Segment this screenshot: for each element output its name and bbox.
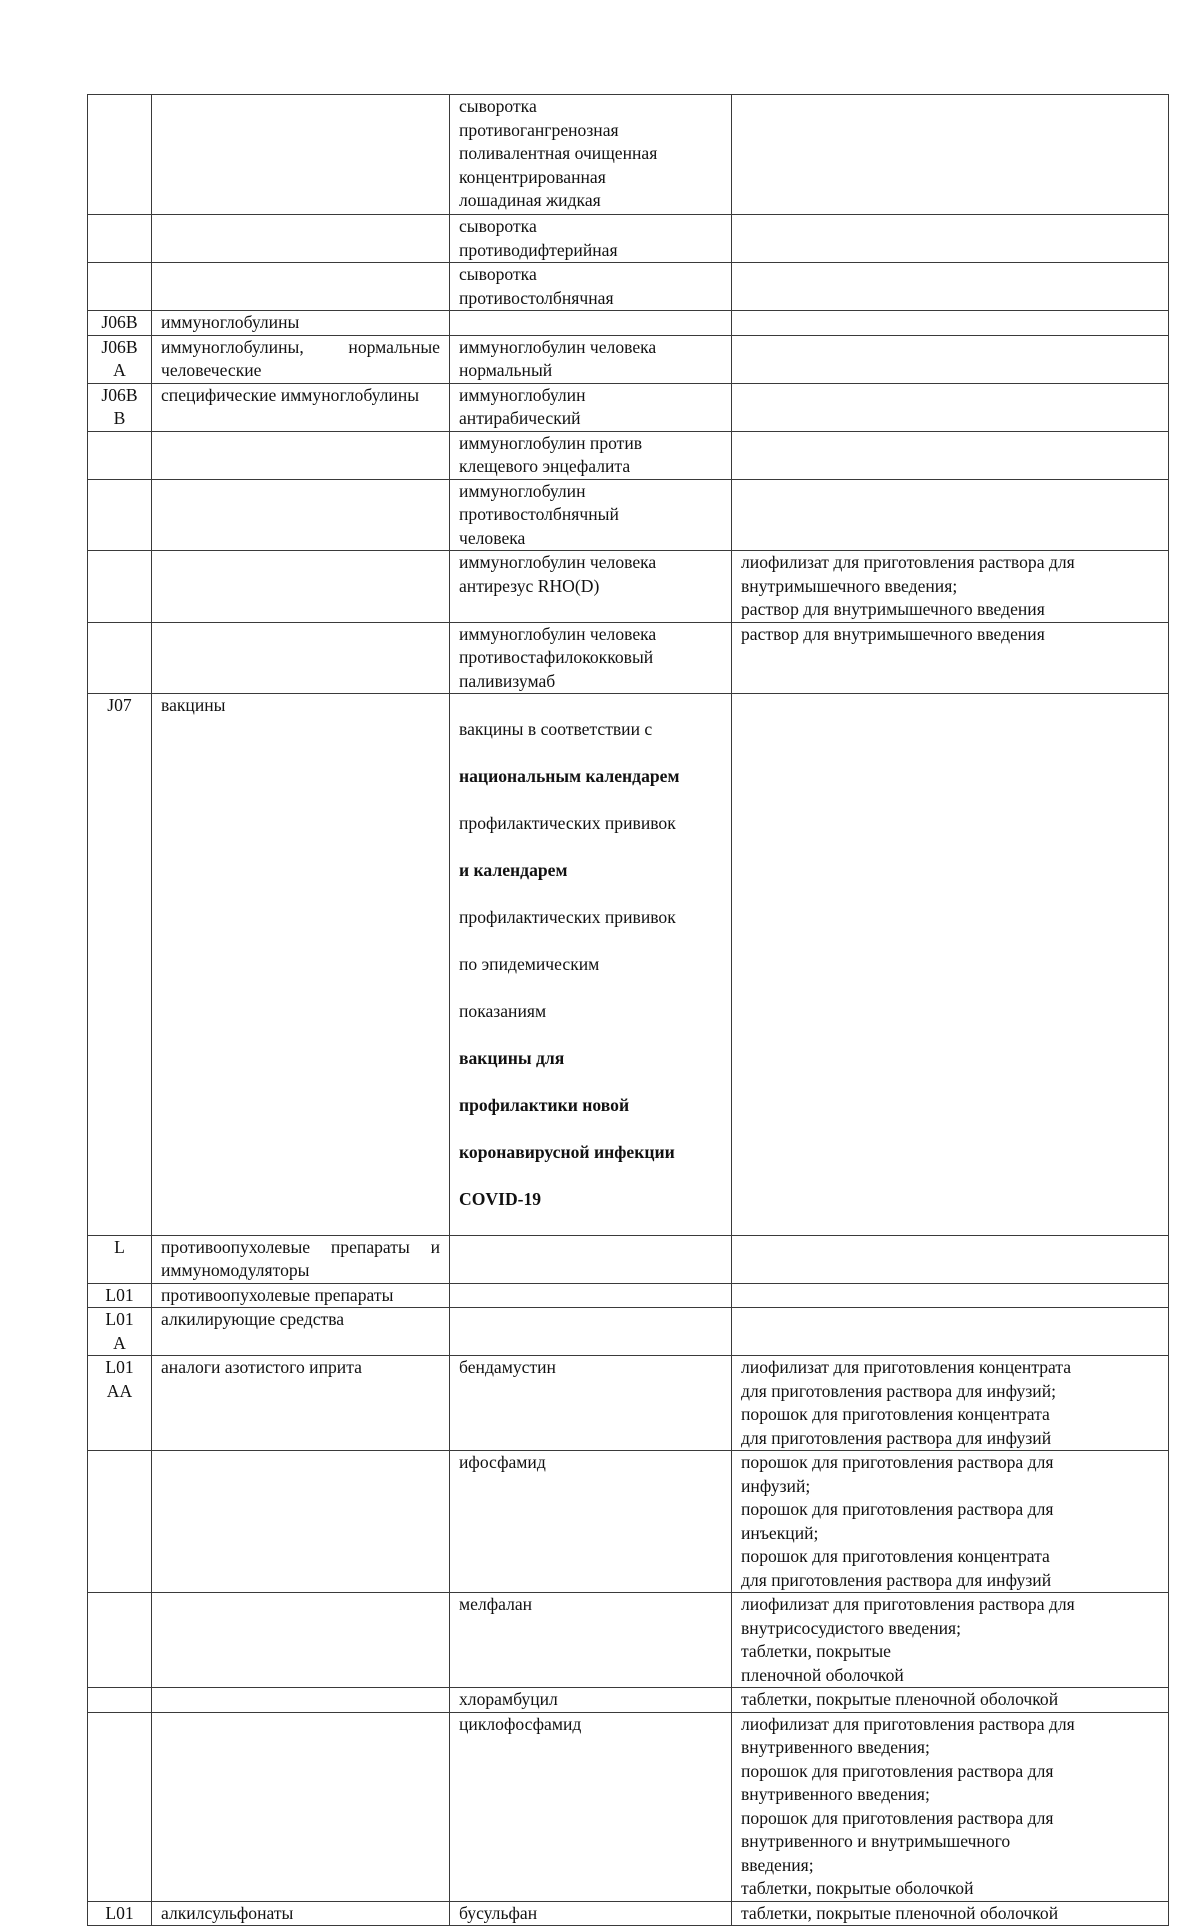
drug-name-cell: ифосфамид [450, 1451, 732, 1593]
drug-text-line: вакцины в соответствии с [459, 718, 653, 739]
drug-name-cell: сыворотка противодифтерийная [450, 215, 732, 263]
atc-group-cell [152, 622, 450, 694]
drug-text-line: по эпидемическим [459, 953, 600, 974]
atc-code-cell [88, 95, 152, 215]
table-row [88, 1308, 1169, 1356]
drug-name-cell: бендамустин [450, 1356, 732, 1451]
drug-text-line: профилактических прививок [459, 812, 676, 833]
table-row [88, 694, 1169, 1236]
dosage-form-cell: лиофилизат для приготовления раствора для внутривенного введения; порошок для приготовления раствора для внутривенного введения; порошок для приготовления раствора для внутривенного и внутримышечного введения; таблетки, покрытые оболочкой [732, 1712, 1169, 1901]
atc-group-cell: противоопухолевые препараты и иммуномодуляторы [152, 1235, 450, 1283]
dosage-form-cell: порошок для приготовления раствора для инфузий; порошок для приготовления раствора для инъекций; порошок для приготовления концентрата для приготовления раствора для инфузий [732, 1451, 1169, 1593]
drug-list-table [87, 94, 1169, 1926]
dosage-form-cell [732, 95, 1169, 215]
drug-name-cell: иммуноглобулин человека антирезус RHO(D) [450, 551, 732, 623]
drug-name-cell: хлорамбуцил [450, 1688, 732, 1713]
atc-group-cell [152, 1451, 450, 1593]
table-row [88, 1283, 1169, 1308]
table-row [88, 1688, 1169, 1713]
table-row [88, 1356, 1169, 1451]
atc-code-cell [88, 1688, 152, 1713]
atc-code-cell [88, 479, 152, 551]
drug-name-cell: бусульфан [450, 1901, 732, 1926]
atc-code-cell [88, 1593, 152, 1688]
atc-group-cell: иммуноглобулины [152, 311, 450, 336]
atc-group-cell [152, 431, 450, 479]
table-row [88, 383, 1169, 431]
dosage-form-cell: таблетки, покрытые пленочной оболочкой [732, 1688, 1169, 1713]
atc-code-cell [88, 263, 152, 311]
table-row [88, 1593, 1169, 1688]
dosage-form-cell [732, 694, 1169, 1236]
atc-code-cell [88, 431, 152, 479]
drug-name-cell: сыворотка противостолбнячная [450, 263, 732, 311]
dosage-form-cell [732, 215, 1169, 263]
atc-code-cell [88, 551, 152, 623]
drug-name-cell: иммуноглобулин противостолбнячный человека [450, 479, 732, 551]
table-row [88, 622, 1169, 694]
atc-group-cell: специфические иммуноглобулины [152, 383, 450, 431]
atc-code-cell [88, 1712, 152, 1901]
dosage-form-cell [732, 1283, 1169, 1308]
atc-group-cell: алкилирующие средства [152, 1308, 450, 1356]
dosage-form-cell: таблетки, покрытые пленочной оболочкой [732, 1901, 1169, 1926]
table-row [88, 95, 1169, 215]
atc-code-cell: L01 A [88, 1308, 152, 1356]
drug-text-line: показаниям [459, 1000, 547, 1021]
drug-name-cell [450, 1235, 732, 1283]
table-row [88, 311, 1169, 336]
atc-code-cell: J06B A [88, 335, 152, 383]
drug-text-line: и календарем [459, 859, 568, 880]
drug-name-cell: сыворотка противогангренозная поливалентная очищенная концентрированная лошадиная жидкая [450, 95, 732, 215]
dosage-form-cell [732, 1308, 1169, 1356]
drug-name-cell: иммуноглобулин против клещевого энцефалита [450, 431, 732, 479]
table-row [88, 1712, 1169, 1901]
dosage-form-cell [732, 1235, 1169, 1283]
atc-code-cell: J06B B [88, 383, 152, 431]
table-row [88, 215, 1169, 263]
atc-group-cell [152, 95, 450, 215]
dosage-form-cell [732, 335, 1169, 383]
drug-name-cell [450, 1308, 732, 1356]
atc-group-cell: алкилсульфонаты [152, 1901, 450, 1926]
table-row [88, 479, 1169, 551]
atc-group-cell [152, 215, 450, 263]
atc-code-cell [88, 1451, 152, 1593]
dosage-form-cell [732, 383, 1169, 431]
atc-group-cell [152, 263, 450, 311]
table-row [88, 335, 1169, 383]
drug-name-cell [450, 311, 732, 336]
atc-group-cell: противоопухолевые препараты [152, 1283, 450, 1308]
atc-code-cell [88, 622, 152, 694]
drug-text-line: коронавирусной инфекции [459, 1141, 675, 1162]
drug-name-cell: циклофосфамид [450, 1712, 732, 1901]
atc-group-cell: иммуноглобулины, нормальные человеческие [152, 335, 450, 383]
atc-group-cell: вакцины [152, 694, 450, 1236]
dosage-form-cell: раствор для внутримышечного введения [732, 622, 1169, 694]
drug-name-cell: иммуноглобулин человека противостафилококковый паливизумаб [450, 622, 732, 694]
atc-group-cell [152, 479, 450, 551]
atc-group-cell [152, 1593, 450, 1688]
dosage-form-cell: лиофилизат для приготовления раствора для внутрисосудистого введения; таблетки, покрытые пленочной оболочкой [732, 1593, 1169, 1688]
dosage-form-cell: лиофилизат для приготовления раствора для внутримышечного введения; раствор для внутримышечного введения [732, 551, 1169, 623]
atc-group-cell [152, 1712, 450, 1901]
drug-text-line: вакцины для [459, 1047, 565, 1068]
drug-text-line: COVID-19 [459, 1188, 542, 1209]
atc-code-cell: J06B [88, 311, 152, 336]
drug-name-cell [450, 1283, 732, 1308]
drug-text-line: профилактики новой [459, 1094, 630, 1115]
table-row [88, 263, 1169, 311]
table-row [88, 1451, 1169, 1593]
drug-name-cell: иммуноглобулин человека нормальный [450, 335, 732, 383]
table-row [88, 1901, 1169, 1926]
dosage-form-cell [732, 479, 1169, 551]
atc-group-cell [152, 1688, 450, 1713]
drug-text-line: национальным календарем [459, 765, 680, 786]
atc-group-cell [152, 551, 450, 623]
drug-name-cell: иммуноглобулин антирабический [450, 383, 732, 431]
drug-name-cell: мелфалан [450, 1593, 732, 1688]
drug-text-line: профилактических прививок [459, 906, 676, 927]
table-row [88, 431, 1169, 479]
atc-group-cell: аналоги азотистого иприта [152, 1356, 450, 1451]
dosage-form-cell [732, 263, 1169, 311]
atc-code-cell: L [88, 1235, 152, 1283]
dosage-form-cell [732, 431, 1169, 479]
table-row [88, 551, 1169, 623]
atc-code-cell: L01 [88, 1283, 152, 1308]
drug-name-cell [450, 694, 732, 1236]
dosage-form-cell [732, 311, 1169, 336]
table-row [88, 1235, 1169, 1283]
table-body [88, 95, 1169, 1926]
atc-code-cell [88, 215, 152, 263]
atc-code-cell: L01 AA [88, 1356, 152, 1451]
atc-code-cell: J07 [88, 694, 152, 1236]
dosage-form-cell: лиофилизат для приготовления концентрата для приготовления раствора для инфузий; порошок для приготовления концентрата для приготовления раствора для инфузий [732, 1356, 1169, 1451]
atc-code-cell: L01 [88, 1901, 152, 1926]
